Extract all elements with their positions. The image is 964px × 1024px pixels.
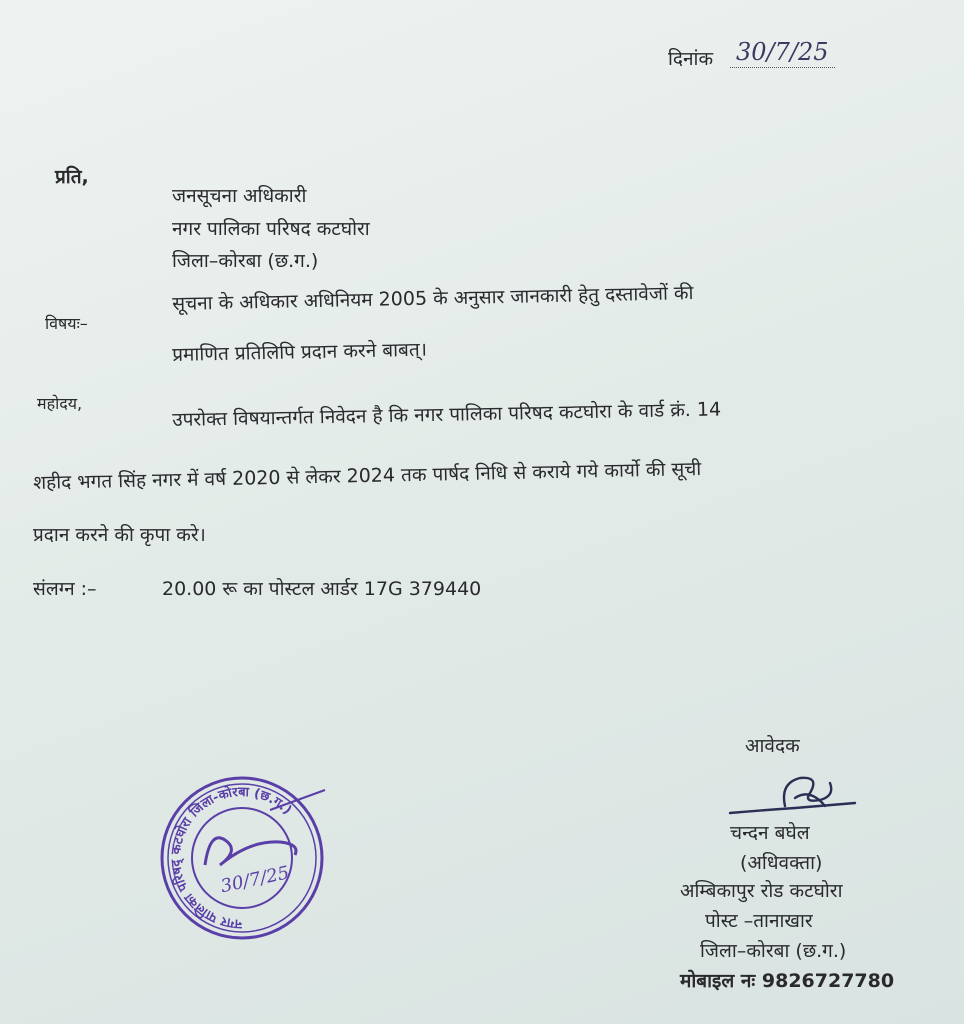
date-label: दिनांक bbox=[668, 48, 714, 70]
applicant-signature bbox=[725, 768, 860, 823]
applicant-heading: आवेदक bbox=[745, 735, 800, 757]
subject-line-1: सूचना के अधिकार अधिनियम 2005 के अनुसार जानकारी हेतु दस्तावेजों की bbox=[172, 282, 694, 315]
stamp-ring-text: नगर पालिका परिषद् कटघोरा जिला-कोरबा (छ.ग.) bbox=[169, 784, 295, 932]
applicant-mobile: मोबाइल नः 9826727780 bbox=[680, 970, 895, 992]
stamp-date: 30/7/25 bbox=[218, 862, 292, 898]
subject-line-2: प्रमाणित प्रतिलिपि प्रदान करने बाबत्। bbox=[172, 338, 428, 366]
recipient-line-1: जनसूचना अधिकारी bbox=[172, 185, 307, 207]
recipient-line-3: जिला–कोरबा (छ.ग.) bbox=[172, 250, 319, 272]
applicant-address-2: पोस्ट –तानाखार bbox=[705, 910, 813, 932]
recipient-prefix: प्रति, bbox=[55, 166, 89, 188]
body-line-2: शहीद भगत सिंह नगर में वर्ष 2020 से लेकर 2024 तक पार्षद निधि से कराये गये कार्यो की सूची bbox=[33, 458, 702, 494]
salutation: महोदय, bbox=[37, 394, 83, 413]
recipient-line-2: नगर पालिका परिषद कटघोरा bbox=[172, 218, 370, 240]
enclosure-label: संलग्न :– bbox=[33, 578, 97, 600]
applicant-address-3: जिला–कोरबा (छ.ग.) bbox=[700, 940, 847, 962]
subject-label: विषयः– bbox=[45, 314, 88, 333]
body-line-3: प्रदान करने की कृपा करे। bbox=[33, 524, 206, 546]
applicant-address-1: अम्बिकापुर रोड कटघोरा bbox=[680, 880, 843, 902]
applicant-title: (अधिवक्ता) bbox=[740, 852, 823, 874]
applicant-name: चन्दन बघेल bbox=[730, 822, 810, 844]
enclosure-value: 20.00 रू का पोस्टल आर्डर 17G 379440 bbox=[162, 578, 482, 600]
body-line-1: उपरोक्त विषयान्तर्गत निवेदन है कि नगर पालिका परिषद कटघोरा के वार्ड क्रं. 14 bbox=[172, 398, 722, 431]
official-stamp bbox=[150, 770, 335, 945]
date-value: 30/7/25 bbox=[730, 38, 835, 68]
